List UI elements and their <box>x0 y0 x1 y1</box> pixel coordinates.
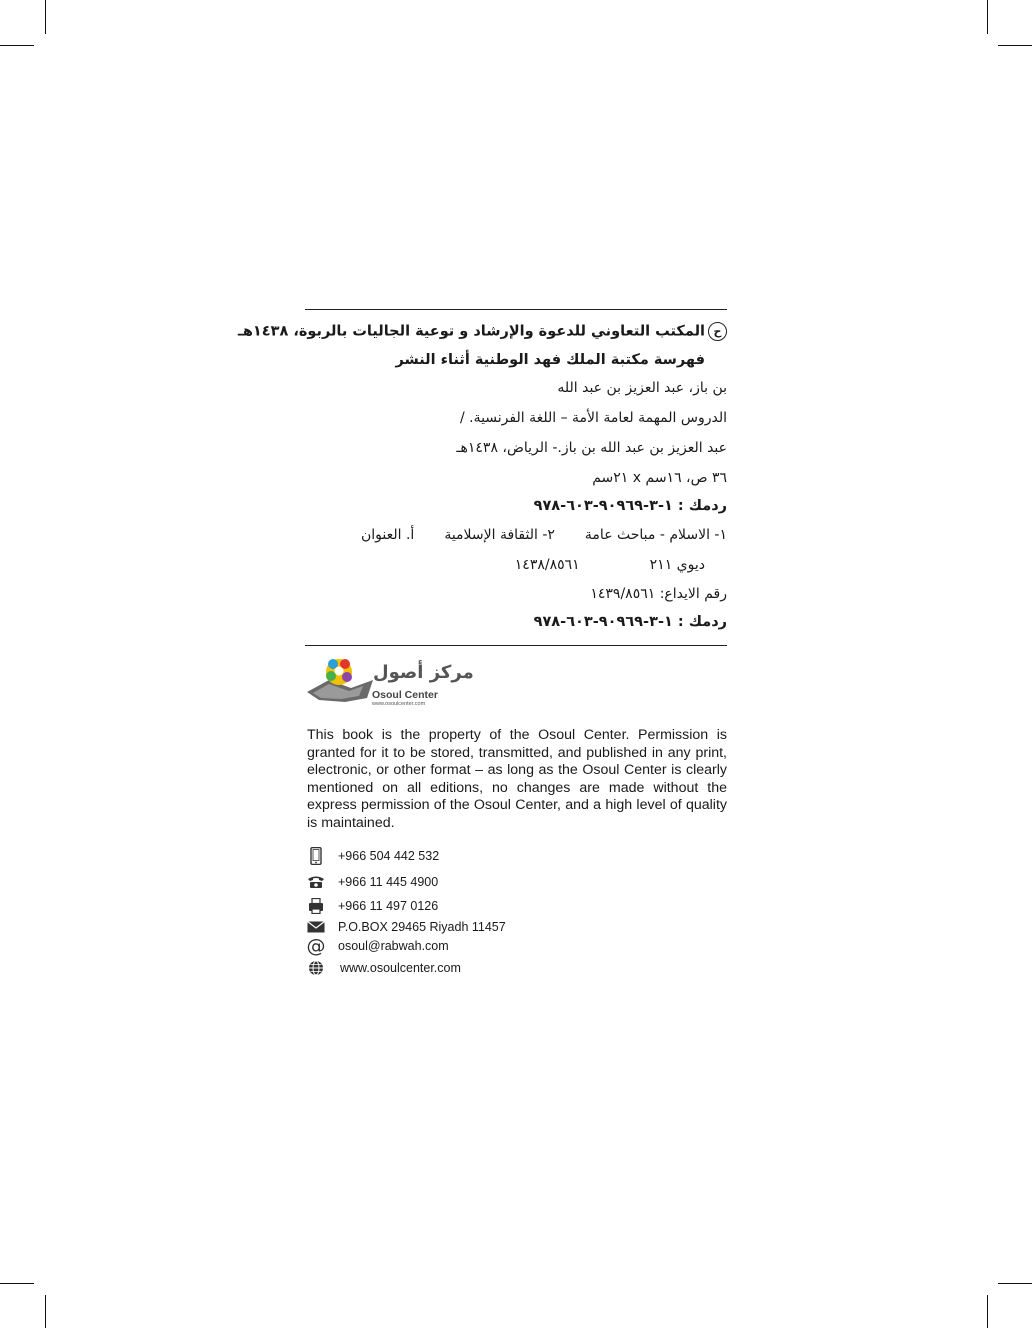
deposit-number: رقم الايداع: ١٤٣٩/٨٥٦١ <box>590 586 727 602</box>
mobile-number: +966 504 442 532 <box>338 849 440 863</box>
dewey-row <box>515 557 705 573</box>
logo-english-name: Osoul Center <box>372 689 438 701</box>
pages: ٣٦ ص، ١٦سم x ٢١سم <box>592 470 727 486</box>
subject-3: أ. العنوان <box>360 527 415 543</box>
subject-1: ١- الاسلام - مباحث عامة <box>584 527 727 543</box>
top-rule <box>305 309 727 310</box>
telephone-icon <box>306 873 326 891</box>
contact-mobile <box>306 847 439 865</box>
website-url: www.osoulcenter.com <box>340 961 461 975</box>
logo-url: www.osoulcenter.com <box>372 701 426 707</box>
crop-mark <box>45 0 46 34</box>
subject-2: ٢- الثقافة الإسلامية <box>444 527 555 543</box>
contact-pobox <box>306 918 506 936</box>
copyright-notice: This book is the property of the Osoul Center. Permission is granted for it to be stored, transmitted, and published in any print, electronic, or other format – as long as the Osoul Center is clearly mentioned on all editions, no changes are made without the express permission of the Osoul Center, and a high level of quality is maintained. <box>307 727 727 831</box>
pobox-address: P.O.BOX 29465 Riyadh 11457 <box>338 920 506 934</box>
author: بن باز، عبد العزيز بن عبد الله <box>557 380 727 396</box>
subjects-row <box>361 527 727 543</box>
at-icon: @ <box>306 935 326 957</box>
contact-fax <box>306 897 438 915</box>
crop-mark <box>0 45 34 46</box>
phone-number: +966 11 445 4900 <box>338 875 439 889</box>
email-address: osoul@rabwah.com <box>338 939 449 953</box>
logo-arabic-name: مركز أصول <box>373 662 474 683</box>
fax-number: +966 11 497 0126 <box>338 899 439 913</box>
contact-phone <box>306 873 438 891</box>
mobile-icon <box>306 847 326 865</box>
envelope-icon <box>306 918 326 936</box>
crop-mark <box>998 1283 1032 1284</box>
globe-icon <box>306 959 326 977</box>
book-title: الدروس المهمة لعامة الأمة – اللغة الفرنسية. / <box>459 410 727 426</box>
contact-website <box>306 959 461 977</box>
author-place: عبد العزيز بن عبد الله بن باز.- الرياض، ١٤٣٨هـ <box>456 440 727 456</box>
crop-mark <box>45 1295 46 1328</box>
isbn-repeat: ردمك : ١-٣-٩٠٩٦٩-٦٠٣-٩٧٨ <box>533 614 727 630</box>
crop-mark <box>987 1295 988 1328</box>
copyright-mark: ح <box>708 322 727 341</box>
fax-icon <box>306 897 326 915</box>
bottom-rule <box>305 645 727 646</box>
dewey: ديوي ٢١١ <box>649 557 705 573</box>
crop-mark <box>987 0 988 34</box>
dewey-number: ١٤٣٨/٨٥٦١ <box>514 557 580 573</box>
crop-mark <box>998 45 1032 46</box>
publisher-text: المكتب التعاوني للدعوة والإرشاد و توعية الجاليات بالربوة، ١٤٣٨هـ <box>237 323 705 340</box>
crop-mark <box>0 1283 34 1284</box>
index-title: فهرسة مكتبة الملك فهد الوطنية أثناء النشر <box>395 352 705 368</box>
isbn: ردمك : ١-٣-٩٠٩٦٩-٦٠٣-٩٧٨ <box>533 498 727 514</box>
publisher-line <box>238 322 727 341</box>
contact-email <box>306 937 449 955</box>
